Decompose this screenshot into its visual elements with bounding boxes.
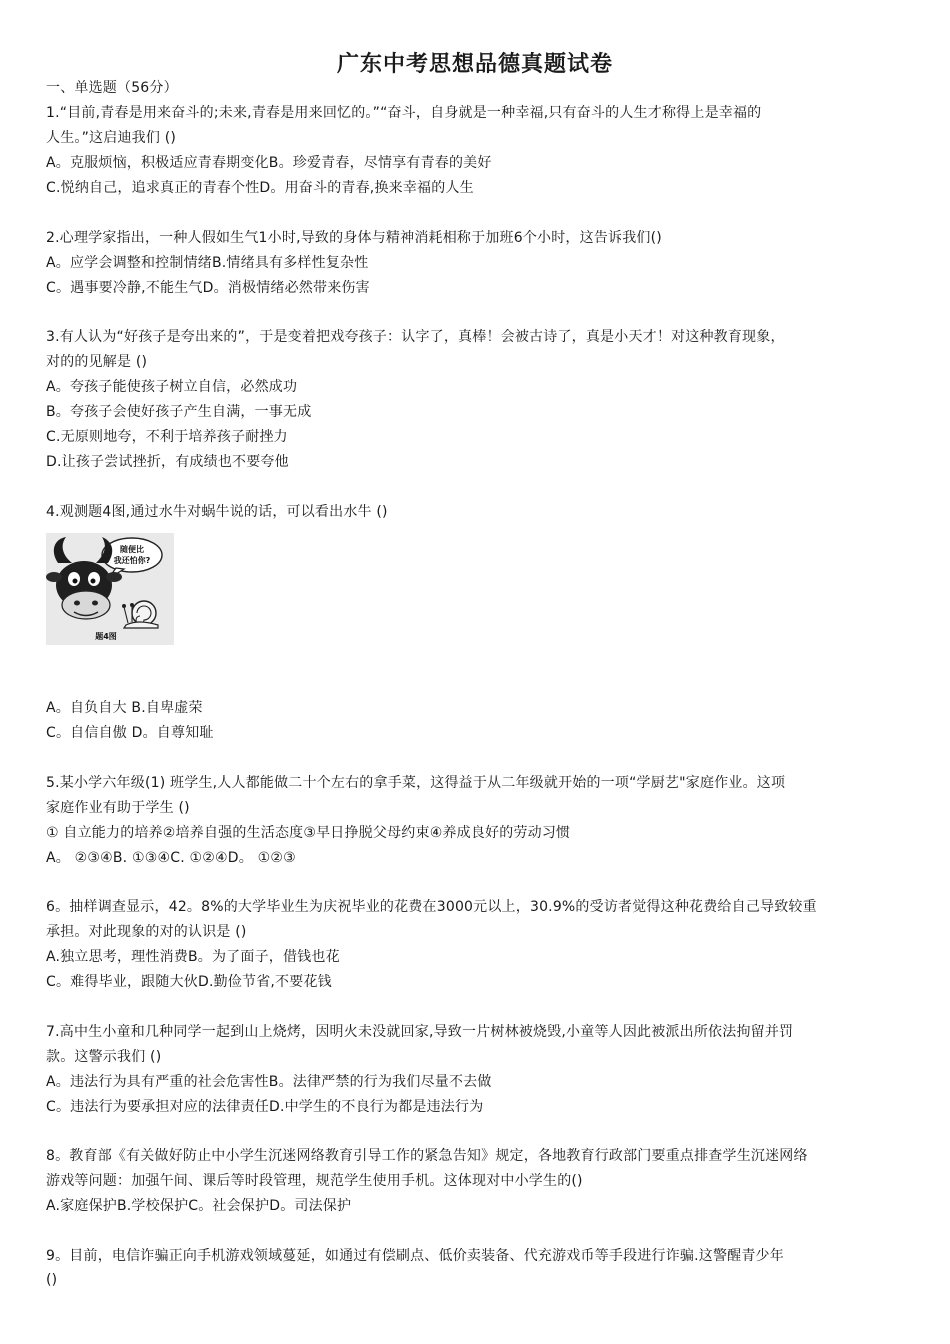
question-6-stem-line-1: 6。抽样调查显示，42。8%的大学毕业生为庆祝毕业的花费在3000元以上，30.9%的受访者觉得这种花费给自己导致较重	[46, 899, 817, 915]
question-9-stem-line-2: ()	[46, 1272, 58, 1288]
question-3-option-line-1: A。夸孩子能使孩子树立自信，必然成功	[46, 379, 298, 395]
question-5-option-line-2: A。 ②③④B. ①③④C. ①②④D。 ①②③	[46, 850, 296, 866]
buffalo-snail-cartoon	[46, 533, 174, 645]
question-4-option-line-1: A。自负自大 B.自卑虚荣	[46, 700, 203, 716]
question-2-option-line-1: A。应学会调整和控制情绪B.情绪具有多样性复杂性	[46, 255, 369, 271]
question-6-stem-line-2: 承担。对此现象的对的认识是 ()	[46, 924, 247, 940]
question-8-stem-line-1: 8。教育部《有关做好防止中小学生沉迷网络教育引导工作的紧急告知》规定，各地教育行政部门要重点排查学生沉迷网络	[46, 1148, 808, 1164]
question-7-stem-line-2: 款。这警示我们 ()	[46, 1049, 162, 1065]
question-4-option-line-2: C。自信自傲 D。自尊知耻	[46, 725, 214, 741]
question-1-option-line-2: C.悦纳自己，追求真正的青春个性D。用奋斗的青春,换来幸福的人生	[46, 180, 474, 196]
question-5-stem-line-1: 5.某小学六年级(1) 班学生,人人都能做二十个左右的拿手菜，这得益于从二年级就开始的一项“学厨艺"家庭作业。这项	[46, 775, 786, 791]
question-3-option-line-2: B。夸孩子会使好孩子产生自满，一事无成	[46, 404, 312, 420]
page-title: 广东中考思想品德真题试卷	[336, 51, 613, 77]
question-9-stem-line-1: 9。目前，电信诈骗正向手机游戏领域蔓延，如通过有偿刷点、低价卖装备、代充游戏币等手段进行诈骗.这警醒青少年	[46, 1248, 784, 1264]
cartoon-illustration	[46, 533, 174, 645]
question-2-stem-line-1: 2.心理学家指出，一种人假如生气1小时,导致的身体与精神消耗相称于加班6个小时，这告诉我们()	[46, 230, 662, 246]
question-7-option-line-1: A。违法行为具有严重的社会危害性B。法律严禁的行为我们尽量不去做	[46, 1074, 492, 1090]
question-3-option-line-3: C.无原则地夸，不利于培养孩子耐挫力	[46, 429, 288, 445]
question-3-option-line-4: D.让孩子尝试挫折，有成绩也不要夸他	[46, 454, 289, 470]
question-2-option-line-2: C。遇事要冷静,不能生气D。消极情绪必然带来伤害	[46, 280, 370, 296]
question-7-option-line-2: C。违法行为要承担对应的法律责任D.中学生的不良行为都是违法行为	[46, 1099, 484, 1115]
speech-bubble-line-2: 我还怕你?	[113, 556, 151, 565]
question-3-stem-line-1: 3.有人认为“好孩子是夸出来的”，于是变着把戏夸孩子：认字了，真棒！会被古诗了，真是小天才！对这种教育现象，	[46, 329, 785, 345]
section-heading: 一、单选题（56分）	[46, 80, 178, 96]
question-6-option-line-1: A.独立思考，理性消费B。为了面子，借钱也花	[46, 949, 340, 965]
question-1-option-line-1: A。克服烦恼，积极适应青春期变化B。珍爱青春，尽情享有青春的美好	[46, 155, 492, 171]
question-7-stem-line-1: 7.高中生小童和几种同学一起到山上烧烤，因明火未没就回家,导致一片树林被烧毁,小童等人因此被派出所依法拘留并罚	[46, 1024, 794, 1040]
question-8-stem-line-2: 游戏等问题：加强午间、课后等时段管理，规范学生使用手机。这体现对中小学生的()	[46, 1173, 583, 1189]
speech-bubble-line-1: 随便比	[120, 545, 144, 554]
question-6-option-line-2: C。难得毕业，跟随大伙D.勤俭节省,不要花钱	[46, 974, 332, 990]
figure-caption: 题4图	[95, 632, 117, 641]
question-5-stem-line-2: 家庭作业有助于学生 ()	[46, 800, 190, 816]
question-3-stem-line-2: 对的的见解是 ()	[46, 354, 148, 370]
question-5-option-line-1: ① 自立能力的培养②培养自强的生活态度③早日挣脱父母约束④养成良好的劳动习惯	[46, 825, 571, 841]
question-8-option-line-1: A.家庭保护B.学校保护C。社会保护D。司法保护	[46, 1198, 352, 1214]
question-4-stem-line-1: 4.观测题4图,通过水牛对蜗牛说的话，可以看出水牛 ()	[46, 504, 388, 520]
question-1-stem-line-2: 人生。”这启迪我们 ()	[46, 130, 177, 146]
question-1-stem-line-1: 1.“目前,青春是用来奋斗的;未来,青春是用来回忆的。”“奋斗，自身就是一种幸福,只有奋斗的人生才称得上是幸福的	[46, 105, 762, 121]
